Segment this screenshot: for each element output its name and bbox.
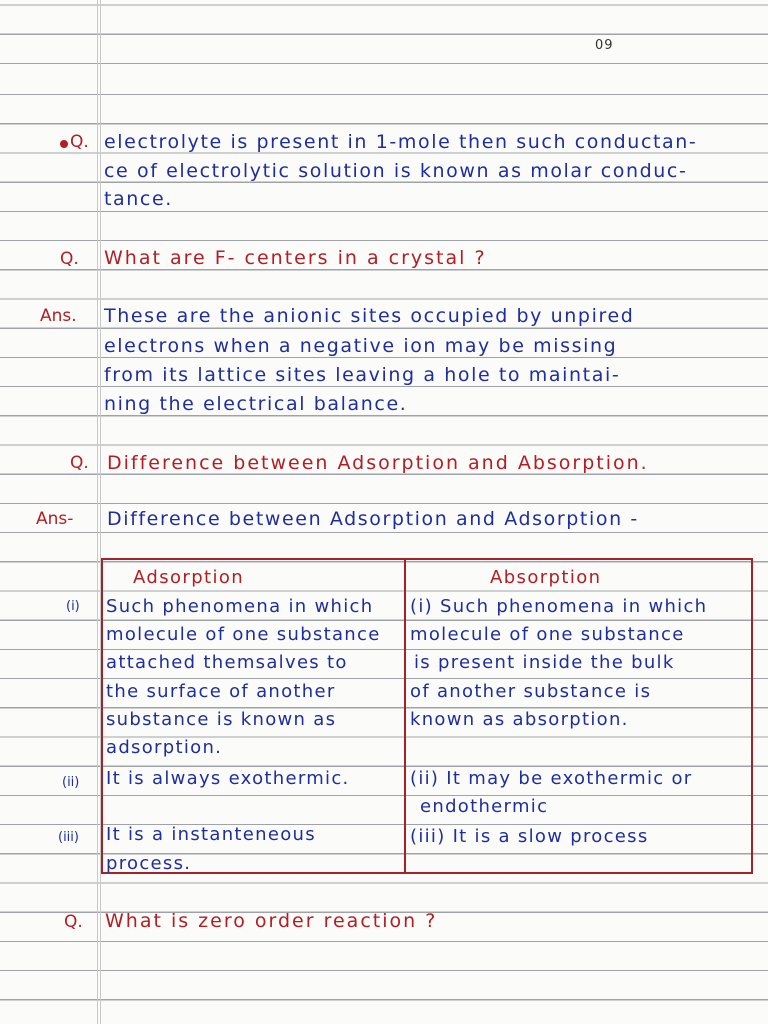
table-header-absorption: Absorption xyxy=(490,567,602,588)
answer-adsorption-heading: Difference between Adsorption and Adsorption - xyxy=(107,508,639,530)
table-cell-line: adsorption. xyxy=(106,737,223,758)
table-cell-line: the surface of another xyxy=(106,681,336,702)
margin-line xyxy=(97,0,98,1024)
table-cell-line: known as absorption. xyxy=(410,709,629,730)
table-cell-line: (iii) It is a slow process xyxy=(410,826,649,847)
prev-answer-line-2: ce of electrolytic solution is known as molar conduc- xyxy=(104,160,688,182)
table-cell-line: It is a instanteneous xyxy=(106,824,316,845)
page-number: 09 xyxy=(595,38,614,53)
table-cell-line: endothermic xyxy=(420,796,549,817)
question-adsorption: Difference between Adsorption and Absorption. xyxy=(107,452,649,474)
table-cell-line: molecule of one substance xyxy=(410,624,685,645)
question-zero-order: What is zero order reaction ? xyxy=(105,910,438,932)
question-fcenters: What are F- centers in a crystal ? xyxy=(104,247,487,269)
answer-label: Ans. xyxy=(40,306,77,326)
prev-answer-line-1: electrolyte is present in 1-mole then such conductan- xyxy=(104,131,698,153)
question-label: Q. xyxy=(64,912,83,932)
question-bullet-icon xyxy=(60,140,68,148)
table-cell-line: is present inside the bulk xyxy=(414,652,675,673)
answer-fcenters-line-4: ning the electrical balance. xyxy=(104,393,408,415)
table-cell-line: attached themsalves to xyxy=(106,652,348,673)
table-cell-line: (i) Such phenomena in which xyxy=(410,596,708,617)
table-cell-line: molecule of one substance xyxy=(106,624,381,645)
table-cell-line: of another substance is xyxy=(410,681,652,702)
prev-question-label: Q. xyxy=(70,132,89,152)
table-cell-line: substance is known as xyxy=(106,709,337,730)
row-number: (iii) xyxy=(58,830,79,845)
question-label: Q. xyxy=(60,249,79,269)
answer-fcenters-line-1: These are the anionic sites occupied by unpired xyxy=(104,305,635,327)
answer-fcenters-line-2: electrons when a negative ion may be missing xyxy=(104,335,618,357)
row-number: (ii) xyxy=(62,775,80,790)
table-column-divider xyxy=(404,558,406,874)
answer-label: Ans- xyxy=(36,509,74,529)
table-cell-line: process. xyxy=(106,853,192,874)
table-header-adsorption: Adsorption xyxy=(133,567,245,588)
row-number: (i) xyxy=(66,599,80,614)
prev-answer-line-3: tance. xyxy=(104,188,173,210)
answer-fcenters-line-3: from its lattice sites leaving a hole to maintai- xyxy=(104,364,621,386)
table-cell-line: (ii) It may be exothermic or xyxy=(410,768,693,789)
table-cell-line: It is always exothermic. xyxy=(106,768,350,789)
question-label: Q. xyxy=(70,453,89,473)
table-cell-line: Such phenomena in which xyxy=(106,596,374,617)
